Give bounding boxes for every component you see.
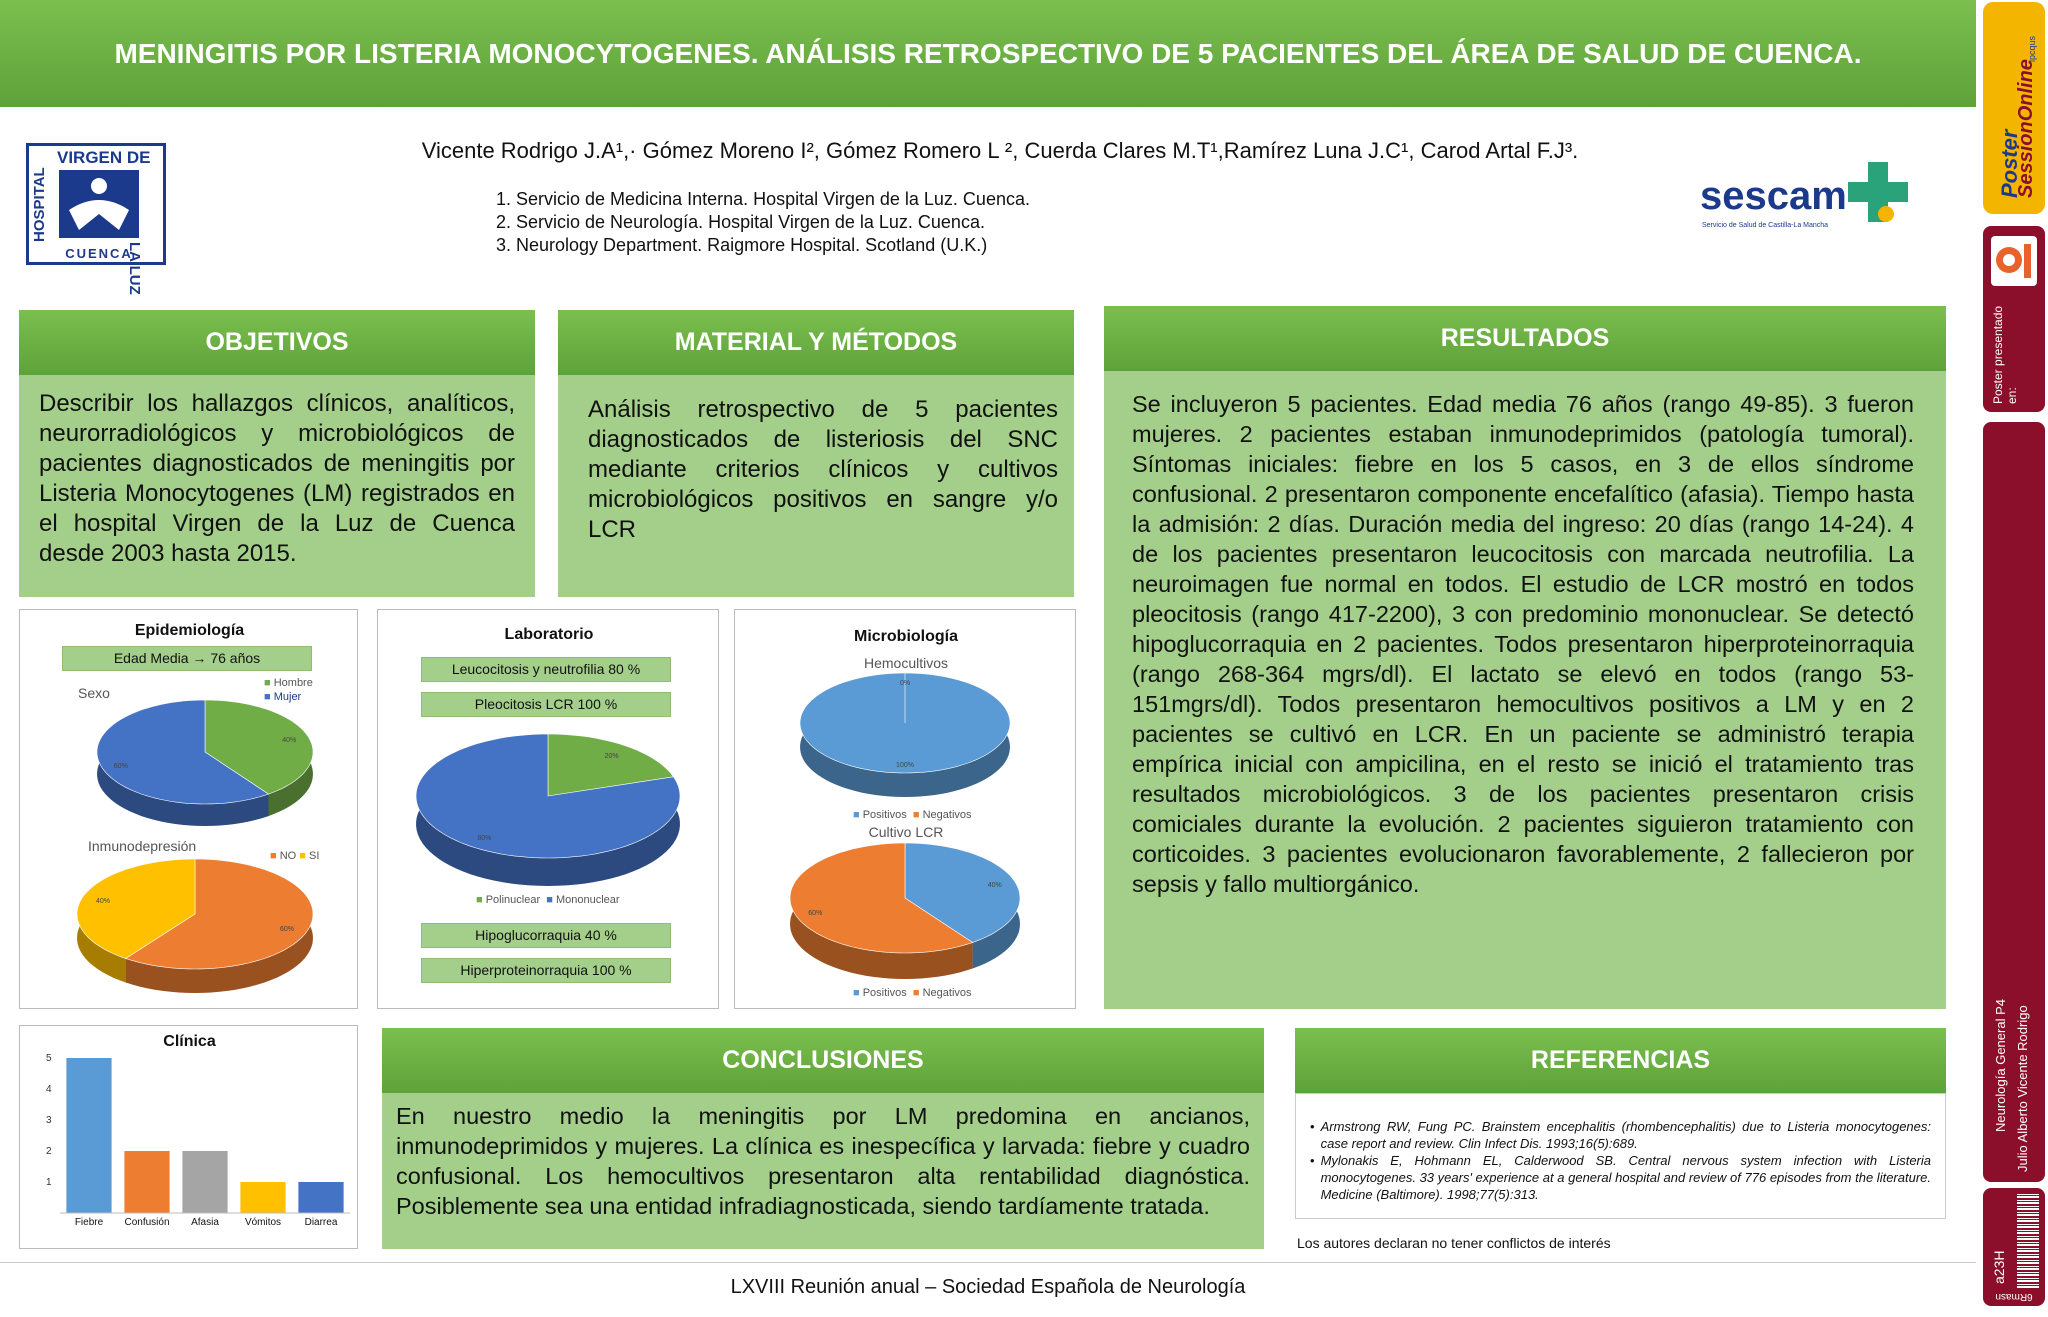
pie-label-no: 60% bbox=[279, 925, 295, 933]
microbiologia-panel bbox=[734, 609, 1076, 1009]
hospital-logo-line1: VIRGEN DE bbox=[57, 148, 151, 167]
legend-lcr-positivos: Positivos bbox=[862, 987, 907, 999]
referencias-body bbox=[1295, 1093, 1946, 1219]
hiperproteinorraquia-box: Hiperproteinorraquia 100 % bbox=[421, 958, 671, 983]
referencia-1-text: Armstrong RW, Fung PC. Brainstem encephalitis (rhombencephalitis) due to Listeria monocytogenes: case report and review. Clin Infect Dis. 1993;16(5):689. bbox=[1320, 1119, 1931, 1151]
epidemiologia-title: Epidemiología bbox=[134, 622, 245, 639]
x-tick-label: Diarrea bbox=[304, 1217, 338, 1228]
brand-tag: ipcqus bbox=[2027, 35, 2037, 62]
referencia-2-text: Mylonakis E, Hohmann EL, Calderwood SB. Central nervous system infection with Listeria monocytogenes. 33 years' experience at a general hospital and review of 776 episodes from the literature. Medicine (Baltimore). 1998;77(5):313. bbox=[1320, 1153, 1931, 1202]
bar-vómitos bbox=[240, 1182, 285, 1213]
affiliation-3: 3. Neurology Department. Raigmore Hospital. Scotland (U.K.) bbox=[496, 235, 988, 255]
legend-lcr-negativos: Negativos bbox=[922, 987, 972, 999]
sescam-logo-sub: Servicio de Salud de Castilla-La Mancha bbox=[1702, 222, 1829, 229]
sexo-legend: ■ Hombre ■ Mujer bbox=[264, 677, 313, 703]
legend-hemo-positivos: Positivos bbox=[862, 809, 907, 821]
hemocultivos-pie-chart bbox=[795, 668, 1015, 808]
referencias-header bbox=[1295, 1028, 1946, 1093]
hemocultivos-title: Hemocultivos bbox=[863, 655, 949, 671]
pie-label-mononuclear: 80% bbox=[477, 835, 492, 843]
laboratorio-panel bbox=[377, 609, 719, 1009]
inmuno-title: Inmunodepresión bbox=[88, 838, 197, 854]
code-box bbox=[1983, 1188, 2045, 1306]
resultados-title: RESULTADOS bbox=[1440, 324, 1610, 352]
sescam-logo bbox=[1700, 152, 1920, 252]
session-author: Julio Alberto Vicente Rodrigo bbox=[2015, 1005, 2030, 1172]
y-tick-label: 1 bbox=[46, 1177, 52, 1188]
referencia-2: • Mylonakis E, Hohmann EL, Calderwood SB. Central nervous system infection with Listeria monocytogenes. 33 years' experience at a general hospital and review of 776 episodes from the literature. Medicine (Baltimore). 1998;77(5):313. bbox=[1310, 1153, 1931, 1202]
cultivo-lcr-pie-chart bbox=[785, 836, 1025, 986]
affiliation-2: 2. Servicio de Neurología. Hospital Virgen de la Luz. Cuenca. bbox=[496, 212, 985, 232]
leucocitosis-box: Leucocitosis y neutrofilia 80 % bbox=[421, 657, 671, 682]
sen-logo-icon bbox=[1991, 236, 2037, 286]
laboratorio-title: Laboratorio bbox=[504, 626, 594, 643]
hospital-figure-icon bbox=[59, 170, 139, 238]
postersession-brand[interactable] bbox=[1983, 2, 2045, 214]
bar-afasia bbox=[182, 1151, 227, 1213]
session-code: a23H bbox=[1991, 1250, 2007, 1284]
pie-label-si: 40% bbox=[95, 898, 111, 906]
hemocultivos-legend: ■ Positivos ■ Negativos bbox=[853, 809, 972, 821]
pie-label-negativos: 0% bbox=[899, 680, 911, 687]
clinica-title: Clínica bbox=[163, 1033, 216, 1050]
conclusiones-text: En nuestro medio la meningitis por LM predomina en ancianos, inmunodeprimidos y mujeres. La clínica es inespecífica y larvada: fiebre y cuadro confusional. Los hemocultivos presentaron alta rentabilidad diagnóstica. Posiblemente sea una entidad infradiagnosticada, siendo tardíamente tratada. bbox=[396, 1103, 1250, 1219]
objetivos-title: OBJETIVOS bbox=[205, 328, 349, 356]
sexo-pie-chart bbox=[80, 692, 330, 842]
footer-text: LXVIII Reunión anual – Sociedad Española de Neurología bbox=[730, 1276, 1246, 1298]
pleocitosis-box: Pleocitosis LCR 100 % bbox=[421, 692, 671, 717]
conclusiones-body bbox=[382, 1093, 1264, 1249]
pie-label-hombre: 40% bbox=[282, 736, 297, 744]
presented-text: Poster presentado en: bbox=[1991, 305, 2019, 404]
clinica-bar-chart bbox=[20, 1026, 359, 1250]
resultados-body bbox=[1104, 371, 1946, 1009]
sexo-title: Sexo bbox=[78, 685, 110, 701]
objetivos-header bbox=[19, 310, 535, 375]
hipoglucorraquia-box: Hipoglucorraquia 40 % bbox=[421, 923, 671, 948]
session-label: Neurología General P4 bbox=[1993, 999, 2008, 1132]
objetivos-text: Describir los hallazgos clínicos, analíticos, neurorradiológicos y microbiológicos de pacientes diagnosticados de meningitis por Listeria Monocytogenes (LM) registrados en el hospital Virgen de la Luz de Cuenca desde 2003 hasta 2015. bbox=[39, 390, 515, 567]
x-tick-label: Fiebre bbox=[74, 1217, 104, 1228]
x-tick-label: Confusión bbox=[124, 1217, 170, 1228]
presented-in-box bbox=[1983, 226, 2045, 412]
hospital-logo-city: CUENCA bbox=[65, 246, 133, 261]
session-box bbox=[1983, 422, 2045, 1182]
brand-line1: Poster bbox=[1997, 129, 2022, 198]
hospital-logo bbox=[26, 143, 166, 295]
objetivos-body bbox=[19, 375, 535, 597]
pie-label-negativos: 60% bbox=[808, 909, 823, 917]
sescam-logo-name: sescam bbox=[1700, 174, 1847, 218]
y-tick-label: 3 bbox=[46, 1115, 52, 1126]
legend-polinuclear: Polinuclear bbox=[485, 894, 541, 906]
hospital-logo-line2: LA LUZ bbox=[126, 242, 143, 295]
metodos-body bbox=[558, 375, 1074, 597]
conclusiones-header bbox=[382, 1028, 1264, 1093]
sen-logo bbox=[1991, 236, 2037, 286]
bar-diarrea bbox=[298, 1182, 343, 1213]
y-tick-label: 5 bbox=[46, 1053, 52, 1064]
inmuno-legend: ■ NO ■ SI bbox=[270, 850, 320, 862]
referencias-title: REFERENCIAS bbox=[1530, 1046, 1711, 1074]
legend-mujer: Mujer bbox=[273, 691, 302, 703]
poster-title-text: MENINGITIS POR LISTERIA MONOCYTOGENES. ANÁLISIS RETROSPECTIVO DE 5 PACIENTES DEL ÁREA DE SALUD DE CUENCA. bbox=[114, 37, 1862, 69]
pie-label-polinuclear: 20% bbox=[604, 752, 619, 760]
edad-media-box: Edad Media → 76 años bbox=[62, 646, 312, 671]
code-bottom: 6Rmasn bbox=[1995, 1291, 2033, 1302]
barcode bbox=[2017, 1192, 2039, 1288]
epidemiologia-panel bbox=[19, 609, 358, 1009]
microbiologia-title: Microbiología bbox=[854, 628, 958, 645]
hospital-logo-side: HOSPITAL bbox=[31, 167, 48, 242]
cultivo-lcr-title: Cultivo LCR bbox=[868, 824, 944, 840]
sescam-s-icon bbox=[1848, 152, 1920, 252]
metodos-text: Análisis retrospectivo de 5 pacientes diagnosticados de listeriosis del SNC mediante criterios clínicos y cultivos microbiológicos positivos en sangre y/o LCR bbox=[588, 396, 1058, 543]
clinica-panel bbox=[19, 1025, 358, 1249]
metodos-header bbox=[558, 310, 1074, 375]
y-tick-label: 2 bbox=[46, 1146, 52, 1157]
pie-label-mujer: 60% bbox=[113, 763, 128, 771]
affiliation-1: 1. Servicio de Medicina Interna. Hospital Virgen de la Luz. Cuenca. bbox=[496, 189, 1030, 209]
legend-si: SI bbox=[309, 850, 320, 862]
legend-no: NO bbox=[279, 850, 297, 862]
legend-hombre: Hombre bbox=[273, 677, 313, 689]
bar-fiebre bbox=[66, 1058, 111, 1213]
legend-hemo-negativos: Negativos bbox=[922, 809, 972, 821]
disclaimer: Los autores declaran no tener conflictos de interés bbox=[1297, 1235, 1611, 1251]
metodos-title: MATERIAL Y MÉTODOS bbox=[674, 328, 958, 356]
conclusiones-title: CONCLUSIONES bbox=[722, 1046, 924, 1074]
resultados-header bbox=[1104, 306, 1946, 371]
legend-mononuclear: Mononuclear bbox=[555, 894, 620, 906]
cultivo-lcr-legend: ■ Positivos ■ Negativos bbox=[853, 987, 972, 999]
x-tick-label: Vómitos bbox=[244, 1217, 282, 1228]
pie-label-positivos: 40% bbox=[987, 882, 1002, 890]
poster-title bbox=[0, 0, 1976, 107]
x-tick-label: Afasia bbox=[191, 1217, 219, 1228]
authors: Vicente Rodrigo J.A¹,· Gómez Moreno I², Gómez Romero L ², Cuerda Clares M.T¹,Ramírez Luna J.C¹, Carod Artal F.J³. bbox=[421, 138, 1579, 163]
inmuno-pie-chart bbox=[60, 854, 330, 1004]
referencia-1: • Armstrong RW, Fung PC. Brainstem encephalitis (rhombencephalitis) due to Listeria monocytogenes: case report and review. Clin Infect Dis. 1993;16(5):689. bbox=[1310, 1119, 1931, 1151]
resultados-text: Se incluyeron 5 pacientes. Edad media 76 años (rango 49-85). 3 fueron mujeres. 2 pacientes estaban inmunodeprimidos (patología tumoral). Síntomas iniciales: fiebre en los 5 casos, en 3 de ellos síndrome confusional. 2 presentaron componente encefalítico (afasia). Tiempo hasta la admisión: 2 días. Duración media del ingreso: 20 días (rango 14-24). 4 de los pacientes presentaron leucocitosis con marcada neutrofilia. La neuroimagen fue normal en todos. El estudio de LCR mostró en todos pleocitosis (rango 417-2200), 3 con predominio mononuclear. Se detectó hipoglucorraquia en 2 pacientes. Todos presentaron hiperproteinorraquia (rango 268-364 mgrs/dl). El lactato se elevó en todos (rango 53-151mgrs/dl). Todos presentaron hemocultivos positivos a LM y en 2 pacientes se cultivó en LCR. En un paciente se administró terapia empírica inicial con ampicilina, en el resto se inició el tratamiento tras resultados microbiológicos. 3 de los pacientes presentaron crisis comiciales durante la evolución. 2 pacientes siguieron tratamiento con corticoides. 3 pacientes evolucionaron favorablemente, 2 fallecieron por sepsis y fallo multiorgánico. bbox=[1132, 391, 1914, 897]
pie-slice-positivos bbox=[800, 673, 1010, 773]
brand-line2: SessionOnline bbox=[2015, 59, 2037, 198]
affiliations bbox=[496, 188, 1030, 257]
laboratorio-pie-chart bbox=[403, 724, 693, 894]
footer-line bbox=[0, 1262, 1976, 1263]
laboratorio-legend: ■ Polinuclear ■ Mononuclear bbox=[476, 894, 620, 906]
bar-confusión bbox=[124, 1151, 169, 1213]
y-tick-label: 4 bbox=[46, 1084, 52, 1095]
pie-label-positivos: 100% bbox=[896, 762, 914, 769]
